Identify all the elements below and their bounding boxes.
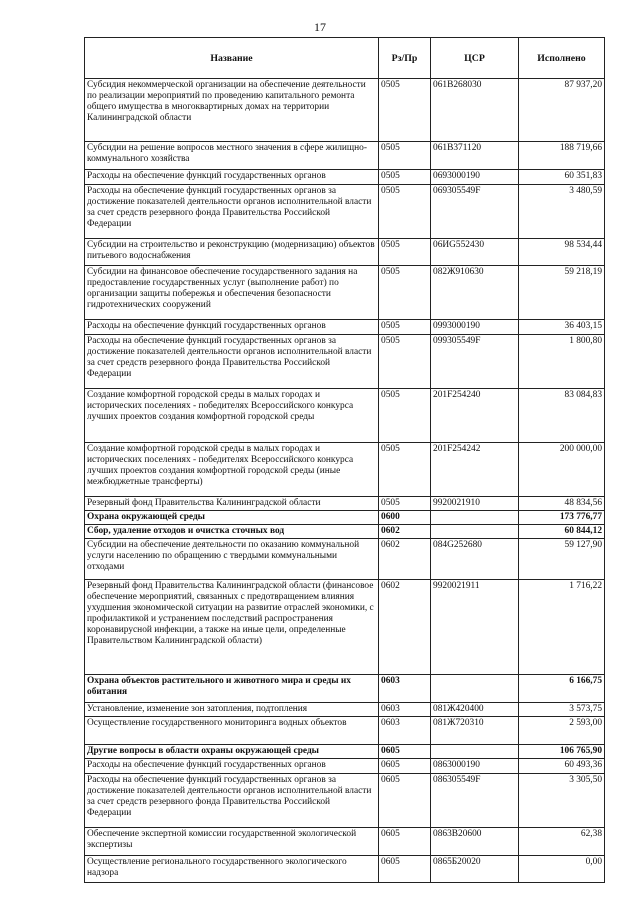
- row-sum: 200 000,00: [519, 443, 605, 497]
- row-name: Другие вопросы в области охраны окружающей среды: [85, 745, 379, 759]
- row-rz-pr: 0605: [379, 856, 431, 883]
- row-csr: 0863В20600: [431, 828, 519, 856]
- header-rz-pr: Рз/Пр: [379, 38, 431, 79]
- row-rz-pr: 0505: [379, 239, 431, 266]
- row-name: Субсидии на решение вопросов местного значения в сфере жилищно-коммунального хозяйства: [85, 142, 379, 170]
- row-csr: 0865Б20020: [431, 856, 519, 883]
- row-name: Субсидия некоммерческой организации на обеспечение деятельности по реализации мероприятий по проведению капитального ремонта общего имущества в многоквартирных домах на территории Калининградской области: [85, 79, 379, 142]
- row-sum: 3 305,50: [519, 774, 605, 828]
- row-name: Расходы на обеспечение функций государственных органов: [85, 170, 379, 185]
- row-name: Резервный фонд Правительства Калининградской области (финансовое обеспечение мероприятий, связанных с предотвращением влияния ухудшения экономической ситуации на развитие отраслей экономики, с профилактикой и устранением последствий распространения коронавирусной инфекции, а также на иные цели, определенные Правительством Калининградской области): [85, 580, 379, 675]
- row-rz-pr: 0505: [379, 185, 431, 239]
- row-sum: 98 534,44: [519, 239, 605, 266]
- row-name: Расходы на обеспечение функций государственных органов: [85, 759, 379, 774]
- header-executed: Исполнено: [519, 38, 605, 79]
- row-name: Субсидии на финансовое обеспечение государственного задания на предоставление государственных услуг (выполнение работ) по организации защиты побережья и обеспечения безопасности гидротехнических сооружений: [85, 266, 379, 320]
- table-body: [85, 79, 605, 883]
- row-csr: 081Ж420400: [431, 703, 519, 717]
- row-csr: 061В371120: [431, 142, 519, 170]
- table-row: [85, 745, 605, 759]
- table-row: [85, 828, 605, 856]
- table-row: [85, 266, 605, 320]
- row-rz-pr: 0602: [379, 580, 431, 675]
- row-rz-pr: 0603: [379, 675, 431, 703]
- row-rz-pr: 0605: [379, 759, 431, 774]
- row-csr: 201F254240: [431, 389, 519, 443]
- row-csr: [431, 745, 519, 759]
- row-name: Создание комфортной городской среды в малых городах и исторических поселениях - победителях Всероссийского конкурса лучших проектов создания комфортной городской среды (иные межбюджетные трансферты): [85, 443, 379, 497]
- row-rz-pr: 0505: [379, 389, 431, 443]
- row-rz-pr: 0505: [379, 79, 431, 142]
- row-csr: 069305549F: [431, 185, 519, 239]
- row-sum: 1 716,22: [519, 580, 605, 675]
- row-name: Охрана объектов растительного и животного мира и среды их обитания: [85, 675, 379, 703]
- row-csr: 9920021911: [431, 580, 519, 675]
- table-header-row: [85, 38, 605, 79]
- row-name: Расходы на обеспечение функций государственных органов за достижение показателей деятельности органов исполнительной власти за счет средств резервного фонда Правительства Российской Федерации: [85, 185, 379, 239]
- row-rz-pr: 0505: [379, 170, 431, 185]
- table-row: [85, 759, 605, 774]
- row-name: Субсидии на строительство и реконструкцию (модернизацию) объектов питьевого водоснабжения: [85, 239, 379, 266]
- row-csr: 061В268030: [431, 79, 519, 142]
- table-row: [85, 185, 605, 239]
- row-csr: 099305549F: [431, 335, 519, 389]
- row-rz-pr: 0605: [379, 774, 431, 828]
- table-row: [85, 675, 605, 703]
- table-row: [85, 335, 605, 389]
- row-name: Расходы на обеспечение функций государственных органов за достижение показателей деятельности органов исполнительной власти за счет средств резервного фонда Правительства Российской Федерации: [85, 335, 379, 389]
- row-csr: 0993000190: [431, 320, 519, 335]
- table-row: [85, 320, 605, 335]
- table-row: [85, 443, 605, 497]
- table-row: [85, 142, 605, 170]
- table-row: [85, 511, 605, 525]
- row-name: Субсидии на обеспечение деятельности по оказанию коммунальной услуги населению по обращению с твердыми коммунальными отходами: [85, 539, 379, 580]
- row-name: Создание комфортной городской среды в малых городах и исторических поселениях - победителях Всероссийского конкурса лучших проектов создания комфортной городской среды: [85, 389, 379, 443]
- table-row: [85, 703, 605, 717]
- row-rz-pr: 0602: [379, 539, 431, 580]
- row-csr: [431, 511, 519, 525]
- row-rz-pr: 0505: [379, 266, 431, 320]
- row-name: Обеспечение экспертной комиссии государственной экологической экспертизы: [85, 828, 379, 856]
- row-sum: 83 084,83: [519, 389, 605, 443]
- row-rz-pr: 0505: [379, 142, 431, 170]
- table-row: [85, 539, 605, 580]
- row-rz-pr: 0505: [379, 320, 431, 335]
- row-rz-pr: 0505: [379, 497, 431, 511]
- row-name: Осуществление государственного мониторинга водных объектов: [85, 717, 379, 745]
- table-row: [85, 856, 605, 883]
- row-rz-pr: 0605: [379, 745, 431, 759]
- row-sum: 60 351,83: [519, 170, 605, 185]
- row-sum: 2 593,00: [519, 717, 605, 745]
- row-csr: 06ИG552430: [431, 239, 519, 266]
- row-sum: 1 800,80: [519, 335, 605, 389]
- row-sum: 106 765,90: [519, 745, 605, 759]
- row-name: Сбор, удаление отходов и очистка сточных вод: [85, 525, 379, 539]
- row-sum: 48 834,56: [519, 497, 605, 511]
- row-sum: 59 127,90: [519, 539, 605, 580]
- row-sum: 0,00: [519, 856, 605, 883]
- row-name: Расходы на обеспечение функций государственных органов: [85, 320, 379, 335]
- row-sum: 6 166,75: [519, 675, 605, 703]
- row-csr: 9920021910: [431, 497, 519, 511]
- row-sum: 188 719,66: [519, 142, 605, 170]
- row-sum: 60 493,36: [519, 759, 605, 774]
- table-row: [85, 525, 605, 539]
- row-name: Установление, изменение зон затопления, подтопления: [85, 703, 379, 717]
- row-name: Осуществление регионального государственного экологического надзора: [85, 856, 379, 883]
- header-name: Название: [85, 38, 379, 79]
- row-sum: 59 218,19: [519, 266, 605, 320]
- row-name: Расходы на обеспечение функций государственных органов за достижение показателей деятельности органов исполнительной власти за счет средств резервного фонда Правительства Российской Федерации: [85, 774, 379, 828]
- table-row: [85, 774, 605, 828]
- row-csr: [431, 675, 519, 703]
- row-sum: 87 937,20: [519, 79, 605, 142]
- row-csr: 086305549F: [431, 774, 519, 828]
- budget-table: [84, 37, 605, 883]
- row-csr: 082Ж910630: [431, 266, 519, 320]
- row-csr: 081Ж720310: [431, 717, 519, 745]
- table-row: [85, 497, 605, 511]
- row-csr: 201F254242: [431, 443, 519, 497]
- row-rz-pr: 0505: [379, 443, 431, 497]
- table-row: [85, 239, 605, 266]
- row-sum: 3 573,75: [519, 703, 605, 717]
- row-csr: 0863000190: [431, 759, 519, 774]
- row-name: Резервный фонд Правительства Калининградской области: [85, 497, 379, 511]
- row-rz-pr: 0603: [379, 717, 431, 745]
- row-rz-pr: 0603: [379, 703, 431, 717]
- row-csr: 084G252680: [431, 539, 519, 580]
- row-csr: [431, 525, 519, 539]
- row-rz-pr: 0505: [379, 335, 431, 389]
- table-row: [85, 389, 605, 443]
- row-csr: 0693000190: [431, 170, 519, 185]
- page-number: 17: [314, 20, 326, 34]
- header-csr: ЦСР: [431, 38, 519, 79]
- row-sum: 36 403,15: [519, 320, 605, 335]
- row-name: Охрана окружающей среды: [85, 511, 379, 525]
- table-row: [85, 170, 605, 185]
- row-sum: 173 776,77: [519, 511, 605, 525]
- table-row: [85, 580, 605, 675]
- table-row: [85, 79, 605, 142]
- row-rz-pr: 0602: [379, 525, 431, 539]
- row-sum: 60 844,12: [519, 525, 605, 539]
- row-rz-pr: 0600: [379, 511, 431, 525]
- table-row: [85, 717, 605, 745]
- row-sum: 3 480,59: [519, 185, 605, 239]
- row-rz-pr: 0605: [379, 828, 431, 856]
- row-sum: 62,38: [519, 828, 605, 856]
